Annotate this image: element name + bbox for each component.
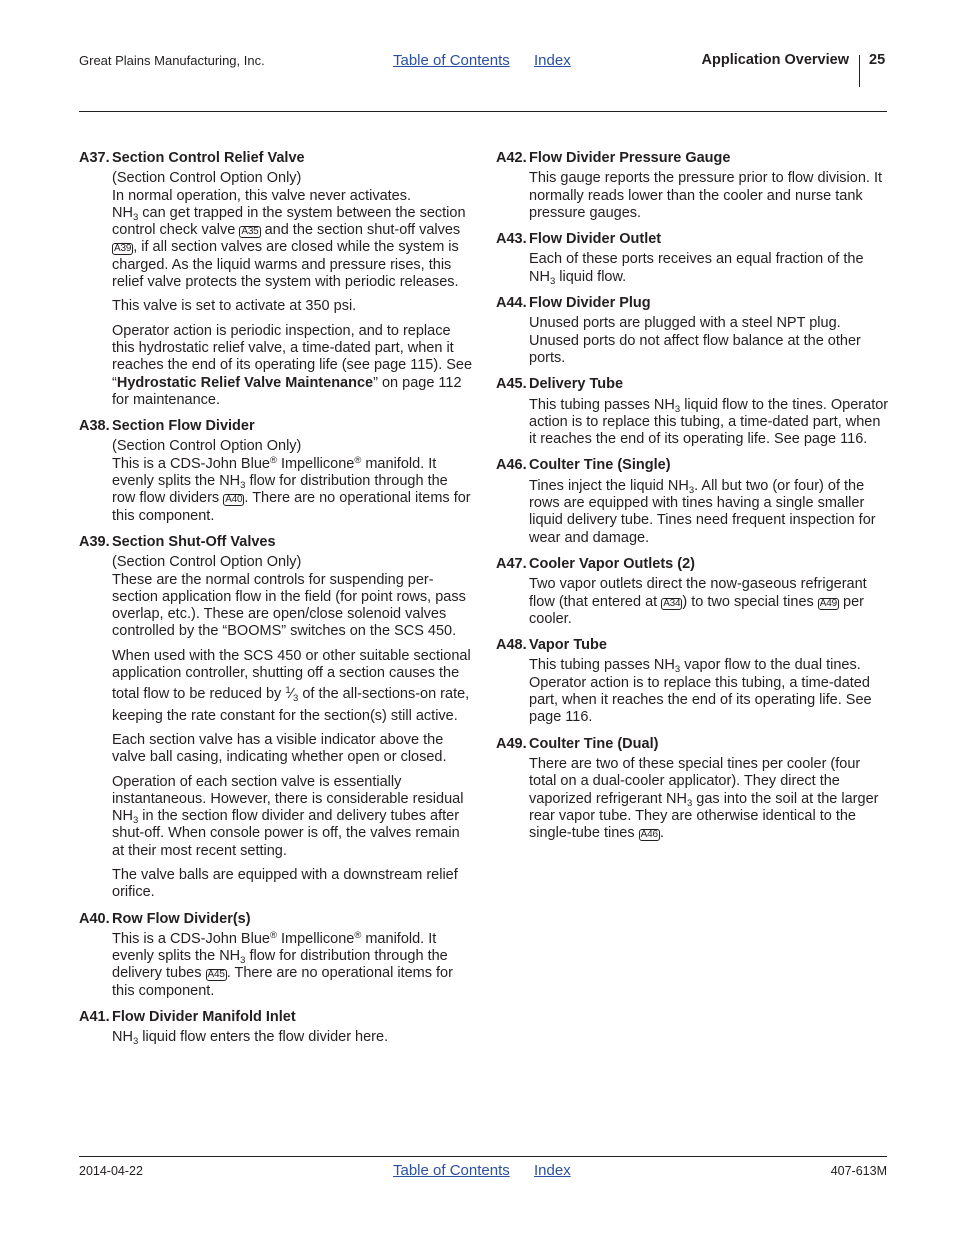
entry-a37-paragraph: (Section Control Option Only) In normal operation, this valve never activates. $NH_3$ can get trapped in the system between the section control check valve A35 and the section shut-off valves A39 , if all section valves are closed while the system is charged. As the liquid warms and pressure rises, this relief valve protects the system with periodic releases.	[112, 170, 466, 291]
ref-a46[interactable]: A46	[640, 829, 658, 841]
ref-a34[interactable]: A34	[663, 597, 681, 609]
entry-a39-controller: When used with the SCS 450 or other suitable sectional application controller, shutting off a section causes the total flow to be reduced by $^1⁄_3$ of the all-sections-on rate, keeping the rate constant for the section(s) still active.	[112, 647, 471, 724]
footer-date: 2014-04-22	[79, 1164, 143, 1178]
page-header	[0, 0, 954, 112]
entry-a42-heading: A42. Flow Divider Pressure Gauge	[496, 150, 731, 166]
header-divider	[859, 55, 860, 87]
entry-a49-heading: A49. Coulter Tine (Dual)	[496, 735, 659, 752]
entry-a41-heading: A41. Flow Divider Manifold Inlet	[79, 1009, 296, 1026]
entry-a43-paragraph: Each of these ports receives an equal fraction of the $NH_3$ liquid flow.	[529, 251, 864, 287]
entry-a46-heading: A46. Coulter Tine (Single)	[496, 457, 671, 474]
entry-a49-paragraph: There are two of these special tines per cooler (four total on a dual-cooler applicator). They direct the vaporized refrigerant $NH_3$ gas into the soil at the larger rear vapor tube. They are otherwise identical to the single-tube tines A46 .	[529, 755, 879, 842]
entry-a46-paragraph: Tines inject the liquid $NH_3$. All but two (or four) of the rows are equipped with tines having a single smaller liquid delivery tube. Tines need frequent inspection for wear and damage.	[529, 477, 876, 546]
entry-a39-paragraph: (Section Control Option Only) These are the normal controls for suspending per-section application flow in the field (for point rows, pass overlap, etc.). These are open/close solenoid valves controlled by the “BOOMS” switches on the SCS 450.	[112, 554, 466, 640]
entry-a38-heading: A38. Section Flow Divider	[79, 418, 255, 435]
entry-a47-heading: A47. Cooler Vapor Outlets (2)	[496, 555, 695, 572]
entry-a48-heading: A48. Vapor Tube	[496, 637, 607, 654]
index-link[interactable]: Index	[534, 52, 571, 69]
table-of-contents-link[interactable]: Table of Contents	[393, 52, 510, 69]
entry-a37-maintenance: Operator action is periodic inspection, and to replace this hydrostatic relief valve, a time-dated part, when it reaches the end of its operating life (see page 115). See “Hydrostatic Relief Valve Maintenance” on page 112 for maintenance.	[112, 322, 473, 408]
entry-a39-indicator: Each section valve has a visible indicator above the valve ball casing, indicating whether open or closed.	[112, 731, 447, 766]
page-number: 25	[869, 52, 886, 68]
entry-a44-heading: A44. Flow Divider Plug	[496, 295, 651, 312]
entry-a47-paragraph: Two vapor outlets direct the now-gaseous refrigerant flow (that entered at A34 ) to two special tines A49 per cooler.	[529, 576, 867, 627]
ref-a35[interactable]: A35	[241, 226, 259, 238]
ref-a39[interactable]: A39	[114, 243, 132, 255]
footer-index-link[interactable]: Index	[534, 1162, 571, 1179]
company-name: Great Plains Manufacturing, Inc.	[79, 53, 265, 68]
entry-a44-paragraph: Unused ports are plugged with a steel NPT plug. Unused ports do not affect flow balance at the other ports.	[529, 315, 861, 366]
footer-table-of-contents-link[interactable]: Table of Contents	[393, 1162, 510, 1179]
entry-a37-heading: A37. Section Control Relief Valve	[79, 150, 305, 166]
section-title: Application Overview	[701, 52, 849, 68]
ref-a49[interactable]: A49	[819, 597, 837, 609]
ref-a40[interactable]: A40	[225, 494, 243, 506]
entry-a38-paragraph: (Section Control Option Only) This is a CDS-John Blue® Impellicone® manifold. It evenly splits the $NH_3$ flow for distribution through the row flow dividers A40 . There are no operational items for this component.	[112, 438, 471, 524]
entry-a40-heading: A40. Row Flow Divider(s)	[79, 910, 251, 927]
entry-a37-setting: This valve is set to activate at 350 psi.	[112, 298, 357, 315]
entry-a39-operation: Operation of each section valve is essentially instantaneous. However, there is considerable residual $NH_3$ in the section flow divider and delivery tubes after shut-off. When console power is off, the valves remain at their most recent setting.	[112, 773, 464, 859]
right-column	[496, 150, 891, 842]
footer-rule	[79, 1156, 887, 1157]
entry-a43-heading: A43. Flow Divider Outlet	[496, 231, 662, 248]
ref-a45[interactable]: A45	[207, 969, 225, 981]
document-number: 407-613M	[830, 1164, 887, 1178]
entry-a45-paragraph: This tubing passes $NH_3$ liquid flow to the tines. Operator action is to replace this tubing, a time-dated part, when it reaches the end of its operating life. See page 116.	[529, 396, 889, 448]
entry-a39-heading: A39. Section Shut-Off Valves	[79, 533, 276, 550]
entry-a39-orifice: The valve balls are equipped with a downstream relief orifice.	[112, 866, 458, 901]
entry-a42-paragraph: This gauge reports the pressure prior to flow division. It normally reads lower than the cooler and nurse tank pressure gauges.	[529, 170, 882, 221]
header-rule	[79, 111, 887, 112]
left-column	[79, 150, 474, 1047]
entry-a40-paragraph: This is a CDS-John Blue® Impellicone® manifold. It evenly splits the $NH_3$ flow for distribution through the delivery tubes A45 . There are no operational items for this component.	[112, 929, 453, 999]
entry-a45-heading: A45. Delivery Tube	[496, 376, 624, 393]
entry-a48-paragraph: This tubing passes $NH_3$ vapor flow to the dual tines. Operator action is to replace this tubing, a time-dated part, when it reaches the end of its operating life. See page 116.	[529, 657, 872, 726]
entry-a41-paragraph: $NH_3$ liquid flow enters the flow divider here.	[112, 1029, 389, 1048]
